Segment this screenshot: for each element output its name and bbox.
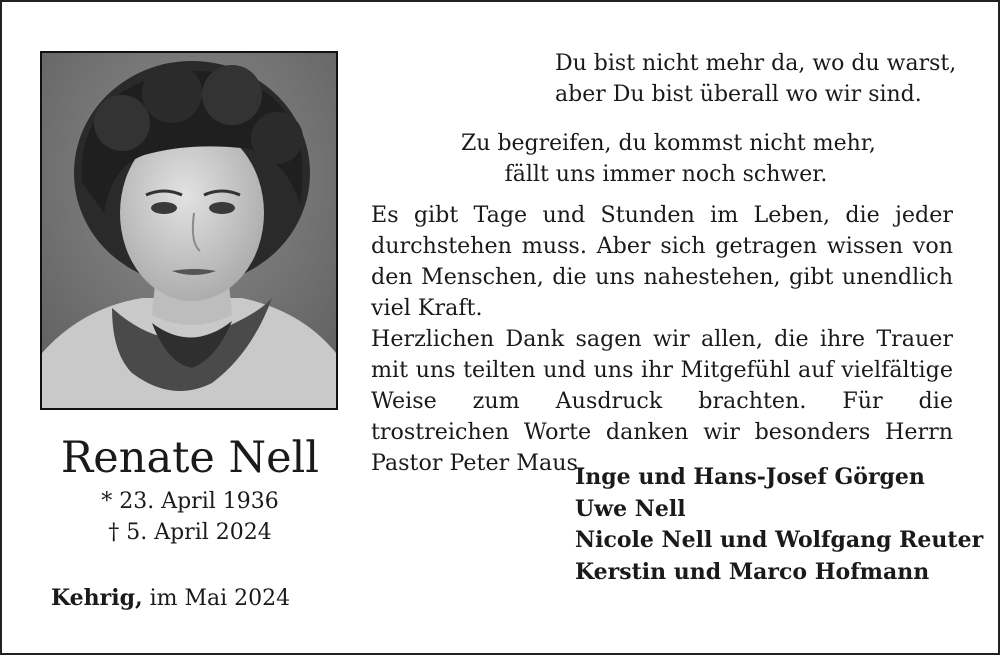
poem-middle-line-2: fällt uns immer noch schwer.	[504, 162, 828, 187]
birth-date: * 23. April 1936	[101, 489, 279, 514]
poem-middle	[461, 128, 876, 190]
poem-middle-line-1: Zu begreifen, du kommst nicht mehr,	[461, 131, 876, 156]
notice-date: im Mai 2024	[142, 586, 291, 611]
family-signatures	[575, 462, 983, 588]
life-dates	[40, 486, 340, 548]
thanks-paragraph-2: Herzlichen Dank sagen wir allen, die ihre Trauer mit uns teilten und uns ihr Mitgefühl auf vielfältige Weise zum Ausdruck brachten. Für die trostreichen Worte danken wir besonders Herrn Pastor Peter Maus.	[371, 326, 953, 476]
poem-top-line-1: Du bist nicht mehr da, wo du warst,	[555, 51, 957, 76]
signature-line: Inge und Hans-Josef Görgen	[575, 464, 925, 490]
signature-line: Uwe Nell	[575, 495, 686, 522]
portrait-image	[42, 53, 336, 408]
death-date: † 5. April 2024	[108, 520, 272, 545]
poem-top-line-2: aber Du bist überall wo wir sind.	[555, 82, 922, 107]
signature-line: Nicole Nell und Wolfgang Reuter	[575, 527, 984, 553]
poem-top	[555, 48, 1000, 110]
place-name: Kehrig,	[51, 585, 143, 611]
deceased-name: Renate Nell	[60, 433, 320, 483]
place-date-line	[51, 585, 290, 611]
portrait-photo	[40, 51, 338, 410]
signature-line: Kerstin und Marco Hofmann	[575, 558, 930, 585]
thanks-text	[371, 200, 953, 479]
thanks-paragraph-1: Es gibt Tage und Stunden im Leben, die jeder durchstehen muss. Aber sich getragen wissen von den Menschen, die uns nahestehen, gibt unendlich viel Kraft.	[371, 202, 953, 321]
